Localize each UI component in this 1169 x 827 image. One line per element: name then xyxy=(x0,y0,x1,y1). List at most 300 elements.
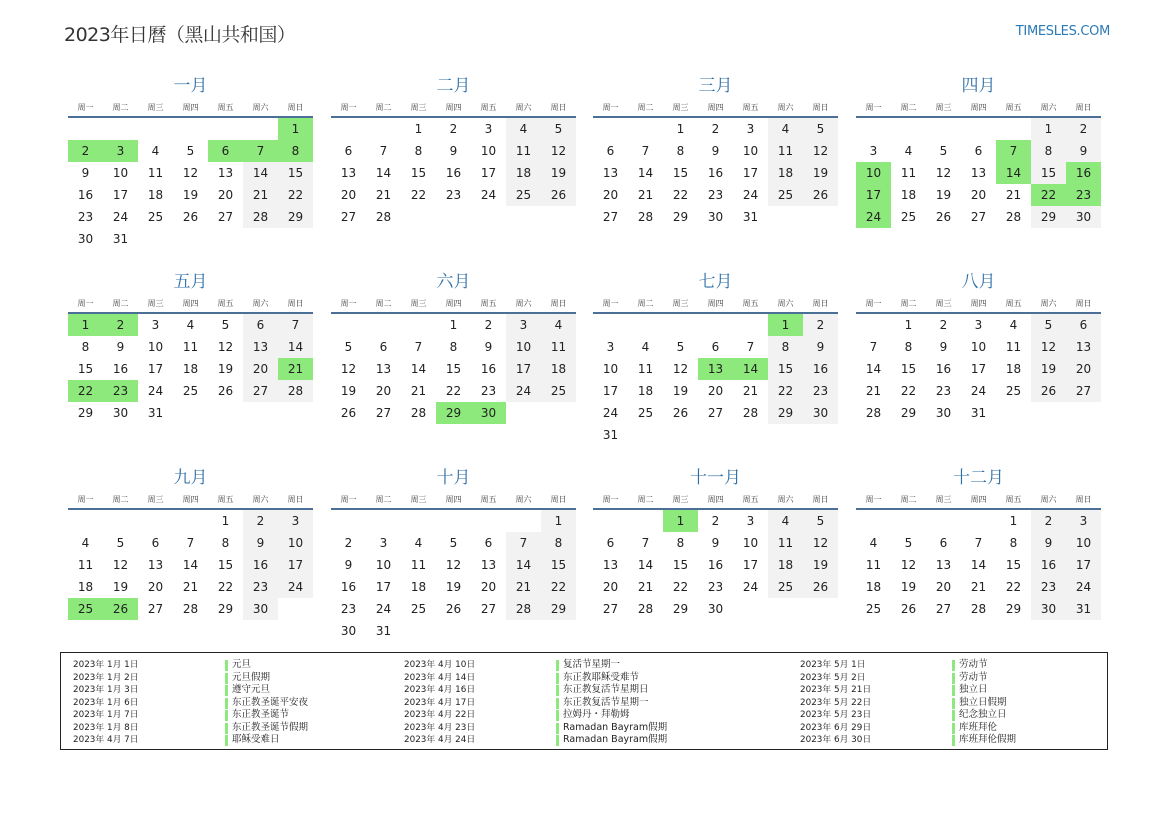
day-cell: 4 xyxy=(186,318,195,332)
holiday-date: 2023年 1月 2日 xyxy=(73,672,139,683)
holiday-name: 东正教复活节星期一 xyxy=(563,696,649,708)
empty-cell xyxy=(663,314,698,336)
day-cell: 3 xyxy=(606,340,615,354)
day-cell: 19 xyxy=(182,188,199,202)
weekday-label: 周六 xyxy=(515,103,532,112)
day-cell: 24 xyxy=(278,576,313,598)
day-cell: 4 xyxy=(1009,318,1018,332)
month-name: 八月 xyxy=(961,272,996,292)
day-cell: 8 xyxy=(81,340,90,354)
day-cell: 18 xyxy=(410,580,427,594)
day-cell: 19 xyxy=(803,162,838,184)
holiday-row xyxy=(404,672,667,685)
day-cell: 14 xyxy=(410,362,427,376)
empty-cell xyxy=(926,510,961,532)
weekday-label: 周二 xyxy=(112,299,129,308)
holiday-marker xyxy=(556,698,559,709)
day-cell: 11 xyxy=(637,362,654,376)
site-link[interactable]: TIMESLES.COM xyxy=(1015,24,1110,39)
weekday-label: 周六 xyxy=(252,103,269,112)
weekday-label: 周六 xyxy=(1040,299,1057,308)
day-cell: 4 xyxy=(768,118,803,140)
holiday-name: 东正教圣诞节假期 xyxy=(232,721,309,733)
weekday-header xyxy=(593,296,838,311)
day-cell: 16 xyxy=(1031,554,1066,576)
day-cell: 25 xyxy=(182,384,199,398)
day-cell: 12 xyxy=(935,166,952,180)
day-cell: 14 xyxy=(637,558,654,572)
day-cell: 20 xyxy=(147,580,164,594)
holiday-row xyxy=(800,659,1016,672)
weekday-label: 周日 xyxy=(287,103,304,112)
month-block xyxy=(331,271,576,424)
weekday-label: 周六 xyxy=(777,299,794,308)
day-cell: 15 xyxy=(900,362,917,376)
day-cell: 7 xyxy=(506,532,541,554)
day-cell: 14 xyxy=(506,554,541,576)
day-cell: 26 xyxy=(803,576,838,598)
day-cell: 26 xyxy=(182,210,199,224)
day-cell: 25 xyxy=(768,576,803,598)
day-cell: 3 xyxy=(1066,510,1101,532)
holiday-row xyxy=(73,722,308,735)
weekday-label: 周二 xyxy=(112,495,129,504)
weekday-label: 周五 xyxy=(1005,299,1022,308)
weekday-label: 周二 xyxy=(900,103,917,112)
day-cell: 6 xyxy=(484,536,493,550)
day-cell: 9 xyxy=(1031,532,1066,554)
day-cell: 15 xyxy=(672,166,689,180)
holiday-day-cell: 1 xyxy=(68,314,103,336)
empty-cell xyxy=(103,118,138,140)
weekday-label: 周一 xyxy=(602,495,619,504)
day-cell: 22 xyxy=(1005,580,1022,594)
day-cell: 18 xyxy=(768,162,803,184)
holiday-name: 元旦假期 xyxy=(232,671,271,683)
empty-cell xyxy=(891,510,926,532)
day-cell: 4 xyxy=(506,118,541,140)
day-cell: 22 xyxy=(672,580,689,594)
day-cell: 22 xyxy=(445,384,462,398)
day-cell: 17 xyxy=(278,554,313,576)
day-cell: 2 xyxy=(344,536,353,550)
holiday-row xyxy=(404,659,667,672)
holiday-marker xyxy=(225,698,228,709)
day-cell: 2 xyxy=(243,510,278,532)
day-cell: 28 xyxy=(243,206,278,228)
day-cell: 11 xyxy=(147,166,164,180)
day-cell: 17 xyxy=(375,580,392,594)
weekday-label: 周四 xyxy=(182,103,199,112)
empty-cell xyxy=(856,510,891,532)
holiday-name: Ramadan Bayram假期 xyxy=(563,734,668,745)
day-cell: 2 xyxy=(711,122,720,136)
day-cell: 4 xyxy=(768,510,803,532)
weekday-label: 周一 xyxy=(865,495,882,504)
day-cell: 25 xyxy=(541,380,576,402)
empty-cell xyxy=(331,314,366,336)
day-cell: 10 xyxy=(506,336,541,358)
holiday-date: 2023年 5月 22日 xyxy=(800,697,872,708)
empty-cell xyxy=(68,510,103,532)
weekday-header xyxy=(856,296,1101,311)
day-cell: 26 xyxy=(217,384,234,398)
holiday-marker xyxy=(952,710,955,721)
month-name: 六月 xyxy=(436,272,471,292)
day-cell: 10 xyxy=(147,340,164,354)
day-cell: 2 xyxy=(803,314,838,336)
empty-cell xyxy=(366,510,401,532)
day-cell: 21 xyxy=(742,384,759,398)
weekday-label: 周三 xyxy=(672,299,689,308)
empty-cell xyxy=(331,510,366,532)
weekday-label: 周一 xyxy=(77,299,94,308)
day-cell: 5 xyxy=(803,510,838,532)
day-cell: 21 xyxy=(637,188,654,202)
day-cell: 3 xyxy=(379,536,388,550)
holiday-name: 库班拜伦假期 xyxy=(959,734,1017,745)
weekday-label: 周一 xyxy=(77,103,94,112)
weekday-label: 周四 xyxy=(707,495,724,504)
day-cell: 3 xyxy=(746,514,755,528)
weekday-label: 周五 xyxy=(480,103,497,112)
holiday-name: 遵守元旦 xyxy=(232,684,271,695)
day-cell: 4 xyxy=(81,536,90,550)
day-cell: 5 xyxy=(904,536,913,550)
day-cell: 30 xyxy=(707,602,724,616)
weekday-label: 周一 xyxy=(340,103,357,112)
holiday-marker xyxy=(225,673,228,684)
weekday-label: 周二 xyxy=(900,299,917,308)
weekday-label: 周五 xyxy=(742,103,759,112)
empty-cell xyxy=(471,510,506,532)
holiday-name: 独立日假期 xyxy=(959,696,1007,708)
day-grid xyxy=(856,314,1101,424)
day-cell: 31 xyxy=(602,428,619,442)
day-cell: 21 xyxy=(375,188,392,202)
day-cell: 29 xyxy=(77,406,94,420)
day-cell: 27 xyxy=(602,210,619,224)
empty-cell xyxy=(856,118,891,140)
holiday-day-cell: 1 xyxy=(278,118,313,140)
day-cell: 15 xyxy=(77,362,94,376)
day-cell: 31 xyxy=(112,232,129,246)
day-cell: 9 xyxy=(711,144,720,158)
day-cell: 5 xyxy=(676,340,685,354)
day-cell: 19 xyxy=(1031,358,1066,380)
weekday-label: 周三 xyxy=(410,103,427,112)
day-cell: 28 xyxy=(506,598,541,620)
holiday-marker xyxy=(952,735,955,746)
day-cell: 29 xyxy=(1005,602,1022,616)
holiday-day-cell: 13 xyxy=(698,358,733,380)
holiday-list xyxy=(60,652,1108,750)
day-cell: 13 xyxy=(340,166,357,180)
day-cell: 25 xyxy=(410,602,427,616)
day-cell: 9 xyxy=(484,340,493,354)
weekday-label: 周三 xyxy=(672,495,689,504)
month-name: 十二月 xyxy=(953,468,1004,488)
holiday-date: 2023年 4月 17日 xyxy=(404,697,476,708)
day-cell: 25 xyxy=(506,184,541,206)
day-cell: 16 xyxy=(112,362,129,376)
holiday-row xyxy=(800,697,1016,710)
empty-cell xyxy=(208,118,243,140)
day-cell: 12 xyxy=(803,140,838,162)
holiday-day-cell: 14 xyxy=(996,162,1031,184)
day-cell: 26 xyxy=(935,210,952,224)
day-grid xyxy=(68,314,313,424)
month-name: 二月 xyxy=(436,76,471,96)
holiday-day-cell: 1 xyxy=(768,314,803,336)
holiday-date: 2023年 6月 30日 xyxy=(800,735,872,745)
day-cell: 7 xyxy=(869,340,878,354)
holiday-name: Ramadan Bayram假期 xyxy=(563,721,668,733)
month-block xyxy=(856,75,1101,228)
day-cell: 10 xyxy=(742,144,759,158)
holiday-marker xyxy=(225,660,228,671)
day-grid xyxy=(68,118,313,250)
holiday-marker xyxy=(952,660,955,671)
day-cell: 7 xyxy=(641,536,650,550)
day-cell: 16 xyxy=(707,558,724,572)
day-cell: 15 xyxy=(1031,162,1066,184)
weekday-label: 周三 xyxy=(410,495,427,504)
day-cell: 22 xyxy=(410,188,427,202)
day-cell: 26 xyxy=(445,602,462,616)
weekday-label: 周二 xyxy=(900,495,917,504)
month-name: 一月 xyxy=(173,76,208,96)
day-cell: 3 xyxy=(746,122,755,136)
day-cell: 18 xyxy=(506,162,541,184)
day-cell: 10 xyxy=(375,558,392,572)
day-cell: 31 xyxy=(375,624,392,638)
day-cell: 22 xyxy=(217,580,234,594)
day-cell: 21 xyxy=(243,184,278,206)
weekday-label: 周五 xyxy=(217,495,234,504)
day-cell: 9 xyxy=(344,558,353,572)
weekday-label: 周六 xyxy=(777,103,794,112)
day-cell: 2 xyxy=(449,122,458,136)
day-cell: 5 xyxy=(221,318,230,332)
day-cell: 15 xyxy=(445,362,462,376)
day-grid xyxy=(593,510,838,620)
day-cell: 4 xyxy=(414,536,423,550)
day-cell: 26 xyxy=(900,602,917,616)
weekday-label: 周四 xyxy=(970,103,987,112)
day-cell: 14 xyxy=(243,162,278,184)
weekday-header xyxy=(331,492,576,507)
weekday-label: 周日 xyxy=(1075,495,1092,504)
day-cell: 17 xyxy=(742,558,759,572)
day-cell: 14 xyxy=(970,558,987,572)
day-cell: 15 xyxy=(1005,558,1022,572)
holiday-marker xyxy=(556,735,559,746)
day-cell: 16 xyxy=(935,362,952,376)
holiday-date: 2023年 5月 23日 xyxy=(800,710,872,720)
weekday-label: 周二 xyxy=(375,299,392,308)
day-cell: 14 xyxy=(278,336,313,358)
day-cell: 25 xyxy=(637,406,654,420)
day-cell: 25 xyxy=(1005,384,1022,398)
day-cell: 28 xyxy=(182,602,199,616)
weekday-label: 周三 xyxy=(147,103,164,112)
weekday-label: 周六 xyxy=(515,495,532,504)
day-grid xyxy=(856,118,1101,228)
day-grid xyxy=(593,118,838,228)
empty-cell xyxy=(68,118,103,140)
day-cell: 24 xyxy=(742,188,759,202)
day-cell: 11 xyxy=(768,532,803,554)
holiday-marker xyxy=(225,710,228,721)
day-cell: 21 xyxy=(970,580,987,594)
weekday-header xyxy=(68,492,313,507)
empty-cell xyxy=(698,314,733,336)
month-name: 十一月 xyxy=(690,468,741,488)
day-cell: 7 xyxy=(379,144,388,158)
day-cell: 12 xyxy=(803,532,838,554)
day-cell: 12 xyxy=(445,558,462,572)
day-cell: 30 xyxy=(803,402,838,424)
holiday-date: 2023年 4月 16日 xyxy=(404,685,476,695)
holiday-row xyxy=(404,722,667,735)
month-block xyxy=(593,271,838,446)
holiday-marker xyxy=(556,685,559,696)
weekday-label: 周五 xyxy=(480,495,497,504)
day-cell: 13 xyxy=(935,558,952,572)
day-cell: 23 xyxy=(480,384,497,398)
holiday-name: 拉姆丹・拜勒姆 xyxy=(563,709,630,720)
weekday-header xyxy=(68,296,313,311)
holiday-name: 劳动节 xyxy=(959,659,988,670)
weekday-label: 周一 xyxy=(77,495,94,504)
day-cell: 14 xyxy=(375,166,392,180)
empty-cell xyxy=(436,510,471,532)
holiday-day-cell: 10 xyxy=(856,162,891,184)
holiday-day-cell: 16 xyxy=(1066,162,1101,184)
day-cell: 19 xyxy=(340,384,357,398)
holiday-day-cell: 17 xyxy=(856,184,891,206)
weekday-header xyxy=(593,492,838,507)
weekday-label: 周五 xyxy=(480,299,497,308)
holiday-day-cell: 30 xyxy=(471,402,506,424)
month-block xyxy=(331,467,576,642)
weekday-label: 周四 xyxy=(445,495,462,504)
day-cell: 2 xyxy=(711,514,720,528)
day-cell: 20 xyxy=(707,384,724,398)
day-cell: 22 xyxy=(541,576,576,598)
day-cell: 18 xyxy=(147,188,164,202)
day-cell: 22 xyxy=(278,184,313,206)
day-cell: 23 xyxy=(707,188,724,202)
day-cell: 3 xyxy=(151,318,160,332)
day-cell: 13 xyxy=(375,362,392,376)
holiday-date: 2023年 4月 7日 xyxy=(73,735,139,745)
day-cell: 6 xyxy=(606,144,615,158)
month-block xyxy=(331,75,576,228)
day-cell: 17 xyxy=(112,188,129,202)
day-cell: 16 xyxy=(707,166,724,180)
holiday-day-cell: 6 xyxy=(208,140,243,162)
holiday-marker xyxy=(556,660,559,671)
holiday-name: 东正教耶稣受难节 xyxy=(563,671,640,683)
weekday-label: 周日 xyxy=(287,495,304,504)
day-cell: 16 xyxy=(803,358,838,380)
day-cell: 9 xyxy=(803,336,838,358)
holiday-day-cell: 7 xyxy=(243,140,278,162)
holiday-day-cell: 23 xyxy=(1066,184,1101,206)
holiday-date: 2023年 4月 23日 xyxy=(404,722,476,733)
holiday-day-cell: 29 xyxy=(436,402,471,424)
day-cell: 18 xyxy=(541,358,576,380)
holiday-marker xyxy=(556,673,559,684)
holiday-marker xyxy=(952,723,955,734)
day-cell: 19 xyxy=(935,188,952,202)
holiday-row xyxy=(800,722,1016,735)
day-cell: 26 xyxy=(672,406,689,420)
day-cell: 27 xyxy=(340,210,357,224)
empty-cell xyxy=(961,510,996,532)
day-cell: 20 xyxy=(602,580,619,594)
month-block xyxy=(68,75,313,250)
day-cell: 8 xyxy=(449,340,458,354)
empty-cell xyxy=(593,118,628,140)
holiday-date: 2023年 1月 7日 xyxy=(73,710,139,720)
empty-cell xyxy=(961,118,996,140)
day-cell: 27 xyxy=(707,406,724,420)
day-cell: 10 xyxy=(742,536,759,550)
day-cell: 2 xyxy=(1066,118,1101,140)
day-cell: 21 xyxy=(506,576,541,598)
weekday-label: 周二 xyxy=(112,103,129,112)
day-cell: 23 xyxy=(707,580,724,594)
holiday-row xyxy=(73,734,308,747)
day-cell: 4 xyxy=(869,536,878,550)
holiday-marker xyxy=(556,710,559,721)
day-cell: 28 xyxy=(637,210,654,224)
month-block xyxy=(856,467,1101,620)
empty-cell xyxy=(401,314,436,336)
day-cell: 19 xyxy=(803,554,838,576)
day-cell: 17 xyxy=(742,166,759,180)
holiday-row xyxy=(404,684,667,697)
weekday-label: 周一 xyxy=(340,495,357,504)
holiday-day-cell: 14 xyxy=(733,358,768,380)
day-grid xyxy=(68,510,313,620)
empty-cell xyxy=(243,118,278,140)
weekday-label: 周二 xyxy=(637,103,654,112)
day-cell: 30 xyxy=(243,598,278,620)
day-cell: 29 xyxy=(900,406,917,420)
day-cell: 17 xyxy=(480,166,497,180)
day-cell: 21 xyxy=(410,384,427,398)
month-block xyxy=(68,271,313,424)
day-cell: 28 xyxy=(742,406,759,420)
day-cell: 11 xyxy=(77,558,94,572)
day-cell: 28 xyxy=(970,602,987,616)
weekday-label: 周五 xyxy=(217,299,234,308)
day-cell: 26 xyxy=(1031,380,1066,402)
day-cell: 30 xyxy=(1066,206,1101,228)
holiday-date: 2023年 1月 6日 xyxy=(73,697,139,708)
weekday-label: 周一 xyxy=(865,299,882,308)
day-cell: 10 xyxy=(480,144,497,158)
day-cell: 13 xyxy=(970,166,987,180)
day-cell: 8 xyxy=(414,144,423,158)
day-cell: 30 xyxy=(1031,598,1066,620)
day-grid xyxy=(331,314,576,424)
weekday-header xyxy=(68,100,313,115)
